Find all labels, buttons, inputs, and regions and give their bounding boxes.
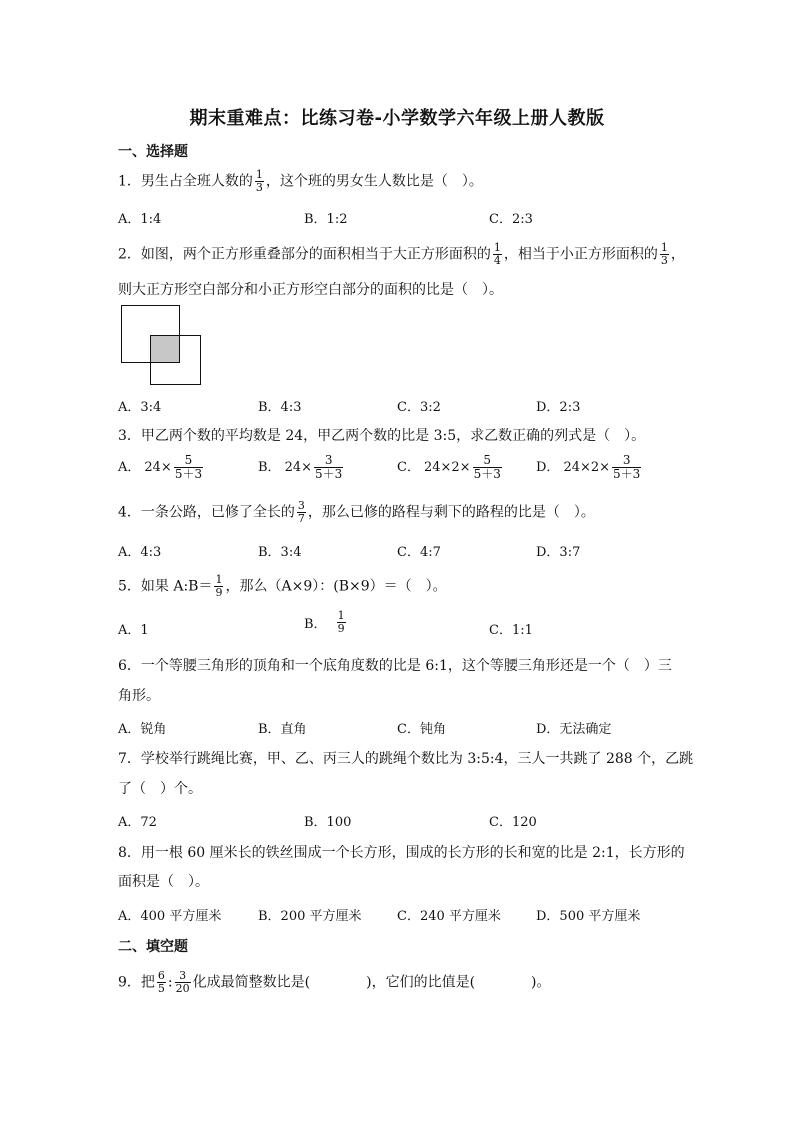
question-5-text-post: ，那么（A×9）：(B×9）＝（ ）。 bbox=[225, 578, 447, 595]
question-2-line-2: 则大正方形空白部分和小正方形空白部分的面积的比是（ ）。 bbox=[118, 282, 503, 298]
option: D．无法确定 bbox=[536, 722, 612, 737]
option: B． 24× $\frac{3}{5+3}$ bbox=[258, 453, 343, 481]
question-1-text-post: ，这个班的男女生人数比是（ ）。 bbox=[265, 173, 483, 190]
fraction: $\frac{6}{5}$ bbox=[157, 969, 165, 995]
fraction: $\frac{1}{9}$ bbox=[337, 609, 345, 635]
option: D．500 平方厘米 bbox=[536, 909, 641, 924]
option: D． 24×2× $\frac{3}{5+3}$ bbox=[536, 453, 641, 481]
question-2-text-post: ， bbox=[670, 246, 685, 263]
question-2 bbox=[118, 242, 685, 267]
option: B．4:3 bbox=[258, 400, 302, 415]
page-title: 期末重难点：比练习卷-小学数学六年级上册人教版 bbox=[189, 108, 605, 129]
question-2-text-pre: 2．如图，两个正方形重叠部分的面积相当于大正方形面积的 bbox=[118, 246, 491, 263]
question-1-text-pre: 1．男生占全班人数的 bbox=[118, 173, 253, 190]
question-3: 3．甲乙两个数的平均数是 24，甲乙两个数的比是 3:5，求乙数正确的列式是（ ）。 bbox=[118, 428, 646, 444]
option: C．3:2 bbox=[397, 400, 441, 415]
option: C．2:3 bbox=[489, 212, 533, 227]
option: C．4:7 bbox=[397, 545, 441, 560]
option: D．3:7 bbox=[536, 545, 581, 560]
question-7-line-2: 了（ ）个。 bbox=[118, 781, 202, 797]
fraction: $\frac{3}{20}$ bbox=[175, 969, 190, 995]
option: A．400 平方厘米 bbox=[118, 909, 222, 924]
option: C．120 bbox=[489, 815, 537, 830]
question-8: 8．用一根 60 厘米长的铁丝围成一个长方形，围成的长方形的长和宽的比是 2:1，长方形的 bbox=[118, 845, 685, 861]
fraction: $\frac{3}{7}$ bbox=[297, 499, 305, 525]
question-8-line-2: 面积是（ ）。 bbox=[118, 874, 209, 890]
fraction: $\frac{5}{5+3}$ bbox=[174, 453, 203, 481]
option: A．1 bbox=[118, 623, 149, 638]
option: C．1:1 bbox=[489, 623, 533, 638]
option: A．1:4 bbox=[118, 212, 162, 227]
ratio-colon: : bbox=[167, 974, 173, 991]
option: B．直角 bbox=[258, 722, 307, 737]
fraction: $\frac{1}{4}$ bbox=[493, 241, 501, 267]
option: B．1:2 bbox=[304, 212, 348, 227]
fraction: $\frac{5}{5+3}$ bbox=[473, 453, 501, 481]
option: B．200 平方厘米 bbox=[258, 909, 362, 924]
question-4-text-post: ，那么已修的路程与剩下的路程的比是（ ）。 bbox=[307, 504, 595, 521]
option: A． 24× $\frac{5}{5+3}$ bbox=[118, 453, 203, 481]
fraction: $\frac{1}{3}$ bbox=[660, 241, 668, 267]
question-5-text-pre: 5．如果 A:B＝ bbox=[118, 578, 213, 595]
option: B．3:4 bbox=[258, 545, 302, 560]
section-heading-fill: 二、填空题 bbox=[118, 939, 188, 955]
question-6: 6．一个等腰三角形的顶角和一个底角度数的比是 6:1，这个等腰三角形还是一个（ ）三 bbox=[118, 658, 672, 674]
question-4-text-pre: 4．一条公路，已修了全长的 bbox=[118, 504, 295, 521]
section-heading-choice: 一、选择题 bbox=[118, 144, 188, 160]
option: C． 24×2× $\frac{5}{5+3}$ bbox=[397, 453, 501, 481]
question-2-text-mid: ，相当于小正方形面积的 bbox=[503, 246, 658, 263]
fraction: $\frac{1}{9}$ bbox=[215, 573, 223, 599]
overlap-region bbox=[151, 336, 179, 362]
fraction: $\frac{1}{3}$ bbox=[255, 168, 263, 194]
option: D．2:3 bbox=[536, 400, 581, 415]
fraction: $\frac{3}{5+3}$ bbox=[613, 453, 641, 481]
option: B．100 bbox=[304, 815, 352, 830]
option: A．72 bbox=[118, 815, 157, 830]
question-6-line-2: 角形。 bbox=[118, 688, 160, 704]
option: A．锐角 bbox=[118, 722, 167, 737]
question-4 bbox=[118, 500, 595, 525]
option: A．3:4 bbox=[118, 400, 162, 415]
question-1 bbox=[118, 169, 483, 194]
question-9 bbox=[118, 970, 551, 995]
question-5 bbox=[118, 574, 447, 599]
fraction: $\frac{3}{5+3}$ bbox=[315, 453, 343, 481]
question-9-text-post: 化成最简整数比是( )，它们的比值是( )。 bbox=[192, 974, 551, 991]
option: A．4:3 bbox=[118, 545, 162, 560]
option: C．240 平方厘米 bbox=[397, 909, 501, 924]
option: B． $\frac{1}{9}$ bbox=[304, 609, 345, 635]
question-7: 7．学校举行跳绳比赛，甲、乙、丙三人的跳绳个数比为 3:5:4，三人一共跳了 288 个，乙跳 bbox=[118, 751, 694, 767]
question-9-text-pre: 9．把 bbox=[118, 974, 155, 991]
option: C．钝角 bbox=[397, 722, 446, 737]
